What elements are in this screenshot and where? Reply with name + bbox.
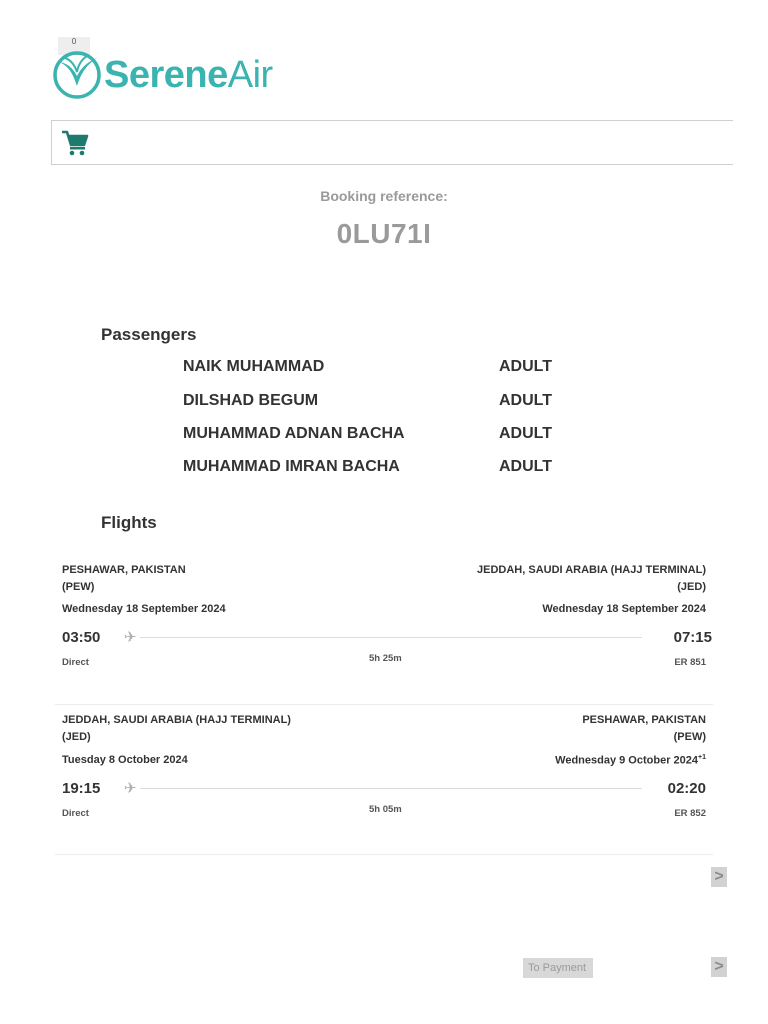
plane-icon: ✈	[124, 629, 137, 646]
cart-icon[interactable]	[60, 127, 90, 157]
departure-time: 19:15	[62, 780, 101, 797]
cart-bar	[51, 120, 733, 165]
flight-route-line	[140, 637, 642, 638]
booking-reference-value: 0LU71I	[336, 218, 432, 249]
passengers-title: Passengers	[101, 325, 197, 344]
payment-arrow-button[interactable]: >	[711, 957, 727, 977]
passenger-name: MUHAMMAD ADNAN BACHA	[183, 425, 405, 442]
arrival-date: Wednesday 9 October $2024^{+1}$	[555, 754, 706, 767]
passenger-type: ADULT	[499, 358, 553, 375]
arrival-time: 02:20	[667, 780, 706, 797]
plane-icon: ✈	[124, 780, 137, 797]
passenger-type: ADULT	[499, 425, 553, 442]
duration-label: 5h 05m	[369, 804, 402, 815]
passenger-type: ADULT	[499, 458, 553, 475]
stops-label: Direct	[62, 808, 89, 819]
flights-title: Flights	[101, 513, 157, 532]
passenger-name: NAIK MUHAMMAD	[183, 358, 325, 375]
destination-city: JEDDAH, SAUDI ARABIA (HAJJ TERMINAL)	[477, 564, 706, 576]
passenger-type: ADULT	[499, 392, 553, 409]
flight-route-line	[140, 788, 642, 789]
arrival-time: 07:15	[673, 629, 712, 646]
serene-air-logo-icon	[51, 48, 103, 100]
to-payment-button[interactable]: To Payment	[523, 958, 593, 978]
flight-separator	[55, 704, 713, 705]
destination-code: (JED)	[677, 581, 706, 593]
duration-label: 5h 25m	[369, 653, 402, 664]
departure-date: Wednesday 18 September 2024	[62, 603, 226, 615]
origin-city: JEDDAH, SAUDI ARABIA (HAJJ TERMINAL)	[62, 714, 291, 726]
flight-number: ER 852	[674, 808, 706, 819]
next-arrow-button[interactable]: >	[711, 867, 727, 887]
passenger-name: MUHAMMAD IMRAN BACHA	[183, 458, 400, 475]
origin-code: (PEW)	[62, 581, 95, 593]
departure-time: 03:50	[62, 629, 101, 646]
flight-number: ER 851	[674, 657, 706, 668]
departure-date: Tuesday 8 October 2024	[62, 754, 188, 766]
origin-city: PESHAWAR, PAKISTAN	[62, 564, 186, 576]
brand-name: SereneAir	[104, 54, 273, 96]
cart-count-badge: 0	[58, 37, 90, 55]
destination-code: (PEW)	[673, 731, 706, 743]
destination-city: PESHAWAR, PAKISTAN	[582, 714, 706, 726]
booking-reference-label: Booking reference:	[320, 188, 448, 204]
passenger-name: DILSHAD BEGUM	[183, 392, 319, 409]
stops-label: Direct	[62, 657, 89, 668]
origin-code: (JED)	[62, 731, 91, 743]
flights-bottom-separator	[55, 854, 713, 855]
day-offset-badge: +1	[698, 754, 706, 761]
arrival-date: Wednesday 18 September 2024	[542, 603, 706, 615]
